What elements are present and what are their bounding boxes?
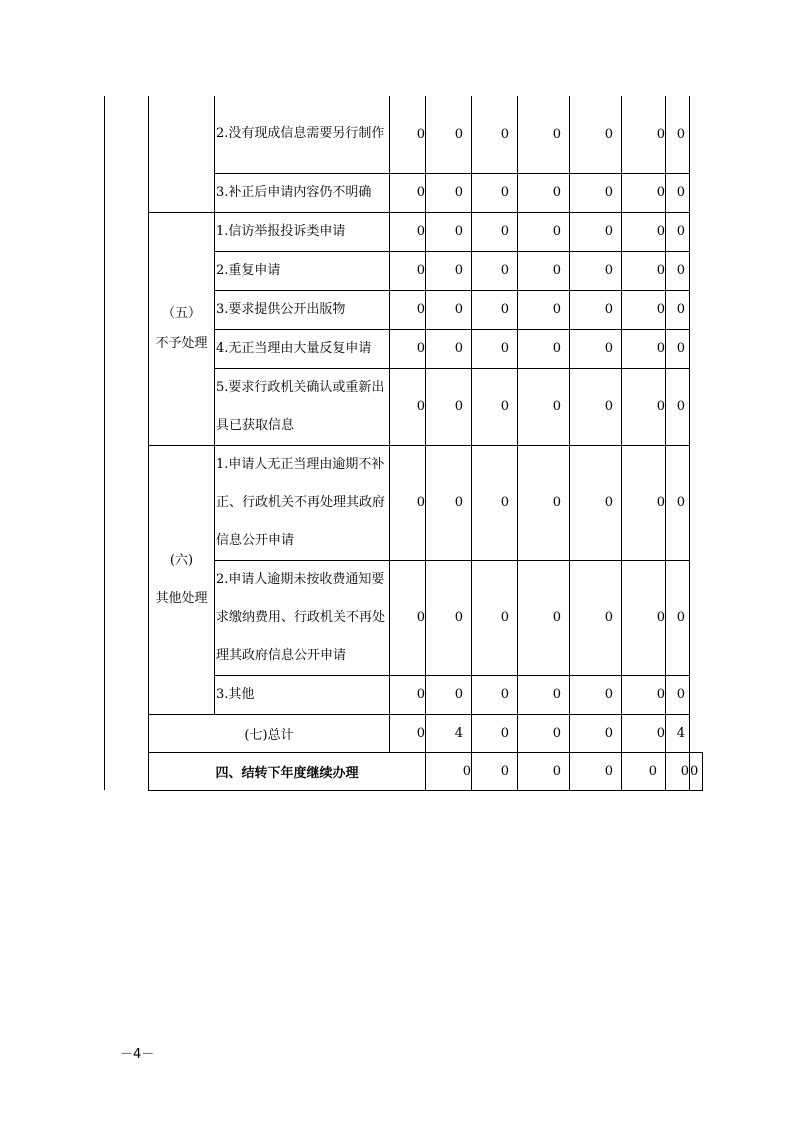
value-cell: 0 [518, 212, 570, 251]
category-number: （五） [161, 305, 201, 321]
value-cell: 0 [472, 251, 518, 290]
value-cell: 0 [518, 251, 570, 290]
item-label: 3.补正后申请内容仍不明确 [215, 173, 390, 212]
table-row-total [105, 714, 703, 752]
value-cell: 0 [666, 290, 690, 329]
value-cell: 0 [390, 560, 426, 675]
value-cell: 0 [426, 173, 472, 212]
value-cell: 0 [518, 368, 570, 445]
value-cell: 0 [390, 212, 426, 251]
value-cell: 0 [570, 752, 622, 790]
value-cell: 0 [622, 675, 666, 714]
value-cell: 0 [426, 560, 472, 675]
value-cell: 0 [472, 675, 518, 714]
value-cell: 0 [570, 445, 622, 560]
value-cell: 0 [570, 714, 622, 752]
value-cell: 0 [426, 329, 472, 368]
value-cell: 0 [666, 96, 690, 173]
value-cell: 0 [518, 290, 570, 329]
value-cell: 0 [666, 445, 690, 560]
carryover-label: 四、结转下年度继续办理 [149, 752, 426, 790]
value-cell: 0 [622, 752, 666, 790]
table-row [105, 96, 703, 173]
value-cell: 0 [390, 251, 426, 290]
value-cell: 0 [666, 212, 690, 251]
value-cell: 0 [570, 368, 622, 445]
category-label: 不予处理 [155, 335, 208, 351]
value-cell: 0 [390, 173, 426, 212]
value-cell: 0 [472, 445, 518, 560]
page-number: －4－ [120, 1047, 155, 1062]
value-cell: 0 [622, 560, 666, 675]
category-cell [149, 96, 215, 212]
value-cell: 0 [426, 251, 472, 290]
value-cell: 0 [570, 173, 622, 212]
category-cell-6 [149, 445, 215, 714]
value-cell: 0 [472, 290, 518, 329]
value-cell: 0 [570, 290, 622, 329]
value-cell: 0 [622, 96, 666, 173]
value-cell: 0 [570, 560, 622, 675]
category-cell-5 [149, 212, 215, 445]
value-cell: 0 [622, 173, 666, 212]
side-column [105, 96, 149, 790]
value-cell: 0 [472, 212, 518, 251]
value-cell: 0 [426, 212, 472, 251]
value-cell: 0 [622, 212, 666, 251]
value-cell: 0 [622, 714, 666, 752]
category-label: 其他处理 [155, 590, 208, 606]
value-cell: 0 [518, 560, 570, 675]
value-cell: 0 [666, 560, 690, 675]
value-cell: 0 [472, 173, 518, 212]
value-cell: 0 [666, 368, 690, 445]
item-label: 2.重复申请 [215, 251, 390, 290]
value-cell: 0 [472, 714, 518, 752]
value-cell: 0 [472, 96, 518, 173]
value-cell: 0 [666, 251, 690, 290]
value-cell: 0 [518, 752, 570, 790]
value-cell: 0 [518, 675, 570, 714]
value-cell: 0 [570, 675, 622, 714]
value-cell: 0 [570, 251, 622, 290]
table-row-carryover [105, 752, 703, 790]
value-cell: 0 [472, 329, 518, 368]
value-cell: 0 [666, 329, 690, 368]
value-cell: 0 [390, 368, 426, 445]
item-label: 2.申请人逾期未按收费通知要求缴纳费用、行政机关不再处理其政府信息公开申请 [215, 560, 390, 675]
value-cell: 0 [666, 752, 690, 790]
value-cell: 0 [390, 675, 426, 714]
value-cell: 0 [390, 96, 426, 173]
value-cell: 0 [426, 368, 472, 445]
value-cell: 0 [390, 329, 426, 368]
value-cell: 4 [426, 714, 472, 752]
value-cell: 0 [472, 560, 518, 675]
value-cell: 0 [426, 752, 472, 790]
value-cell: 0 [390, 445, 426, 560]
item-label: 4.无正当理由大量反复申请 [215, 329, 390, 368]
value-cell: 0 [518, 329, 570, 368]
value-cell: 0 [622, 290, 666, 329]
value-cell: 0 [426, 675, 472, 714]
value-cell: 0 [666, 675, 690, 714]
value-cell: 0 [690, 752, 703, 790]
item-label: 1.信访举报投诉类申请 [215, 212, 390, 251]
table-row [105, 445, 703, 560]
value-cell: 0 [666, 173, 690, 212]
item-label: 3.其他 [215, 675, 390, 714]
value-cell: 0 [472, 368, 518, 445]
value-cell: 0 [426, 445, 472, 560]
value-cell: 0 [390, 290, 426, 329]
total-label: (七)总计 [149, 714, 390, 752]
value-cell: 0 [426, 96, 472, 173]
item-label: 5.要求行政机关确认或重新出具已获取信息 [215, 368, 390, 445]
value-cell: 0 [622, 251, 666, 290]
value-cell: 0 [570, 96, 622, 173]
category-number: (六) [169, 552, 194, 568]
value-cell: 0 [472, 752, 518, 790]
statistics-table [104, 96, 703, 791]
item-label: 1.申请人无正当理由逾期不补正、行政机关不再处理其政府信息公开申请 [215, 445, 390, 560]
value-cell: 0 [426, 290, 472, 329]
value-cell: 0 [518, 173, 570, 212]
item-label: 2.没有现成信息需要另行制作 [215, 96, 390, 173]
value-cell: 4 [666, 714, 690, 752]
value-cell: 0 [518, 96, 570, 173]
table-row [105, 212, 703, 251]
item-label: 3.要求提供公开出版物 [215, 290, 390, 329]
value-cell: 0 [622, 329, 666, 368]
value-cell: 0 [570, 212, 622, 251]
value-cell: 0 [622, 368, 666, 445]
value-cell: 0 [390, 714, 426, 752]
value-cell: 0 [518, 714, 570, 752]
value-cell: 0 [622, 445, 666, 560]
value-cell: 0 [518, 445, 570, 560]
value-cell: 0 [570, 329, 622, 368]
